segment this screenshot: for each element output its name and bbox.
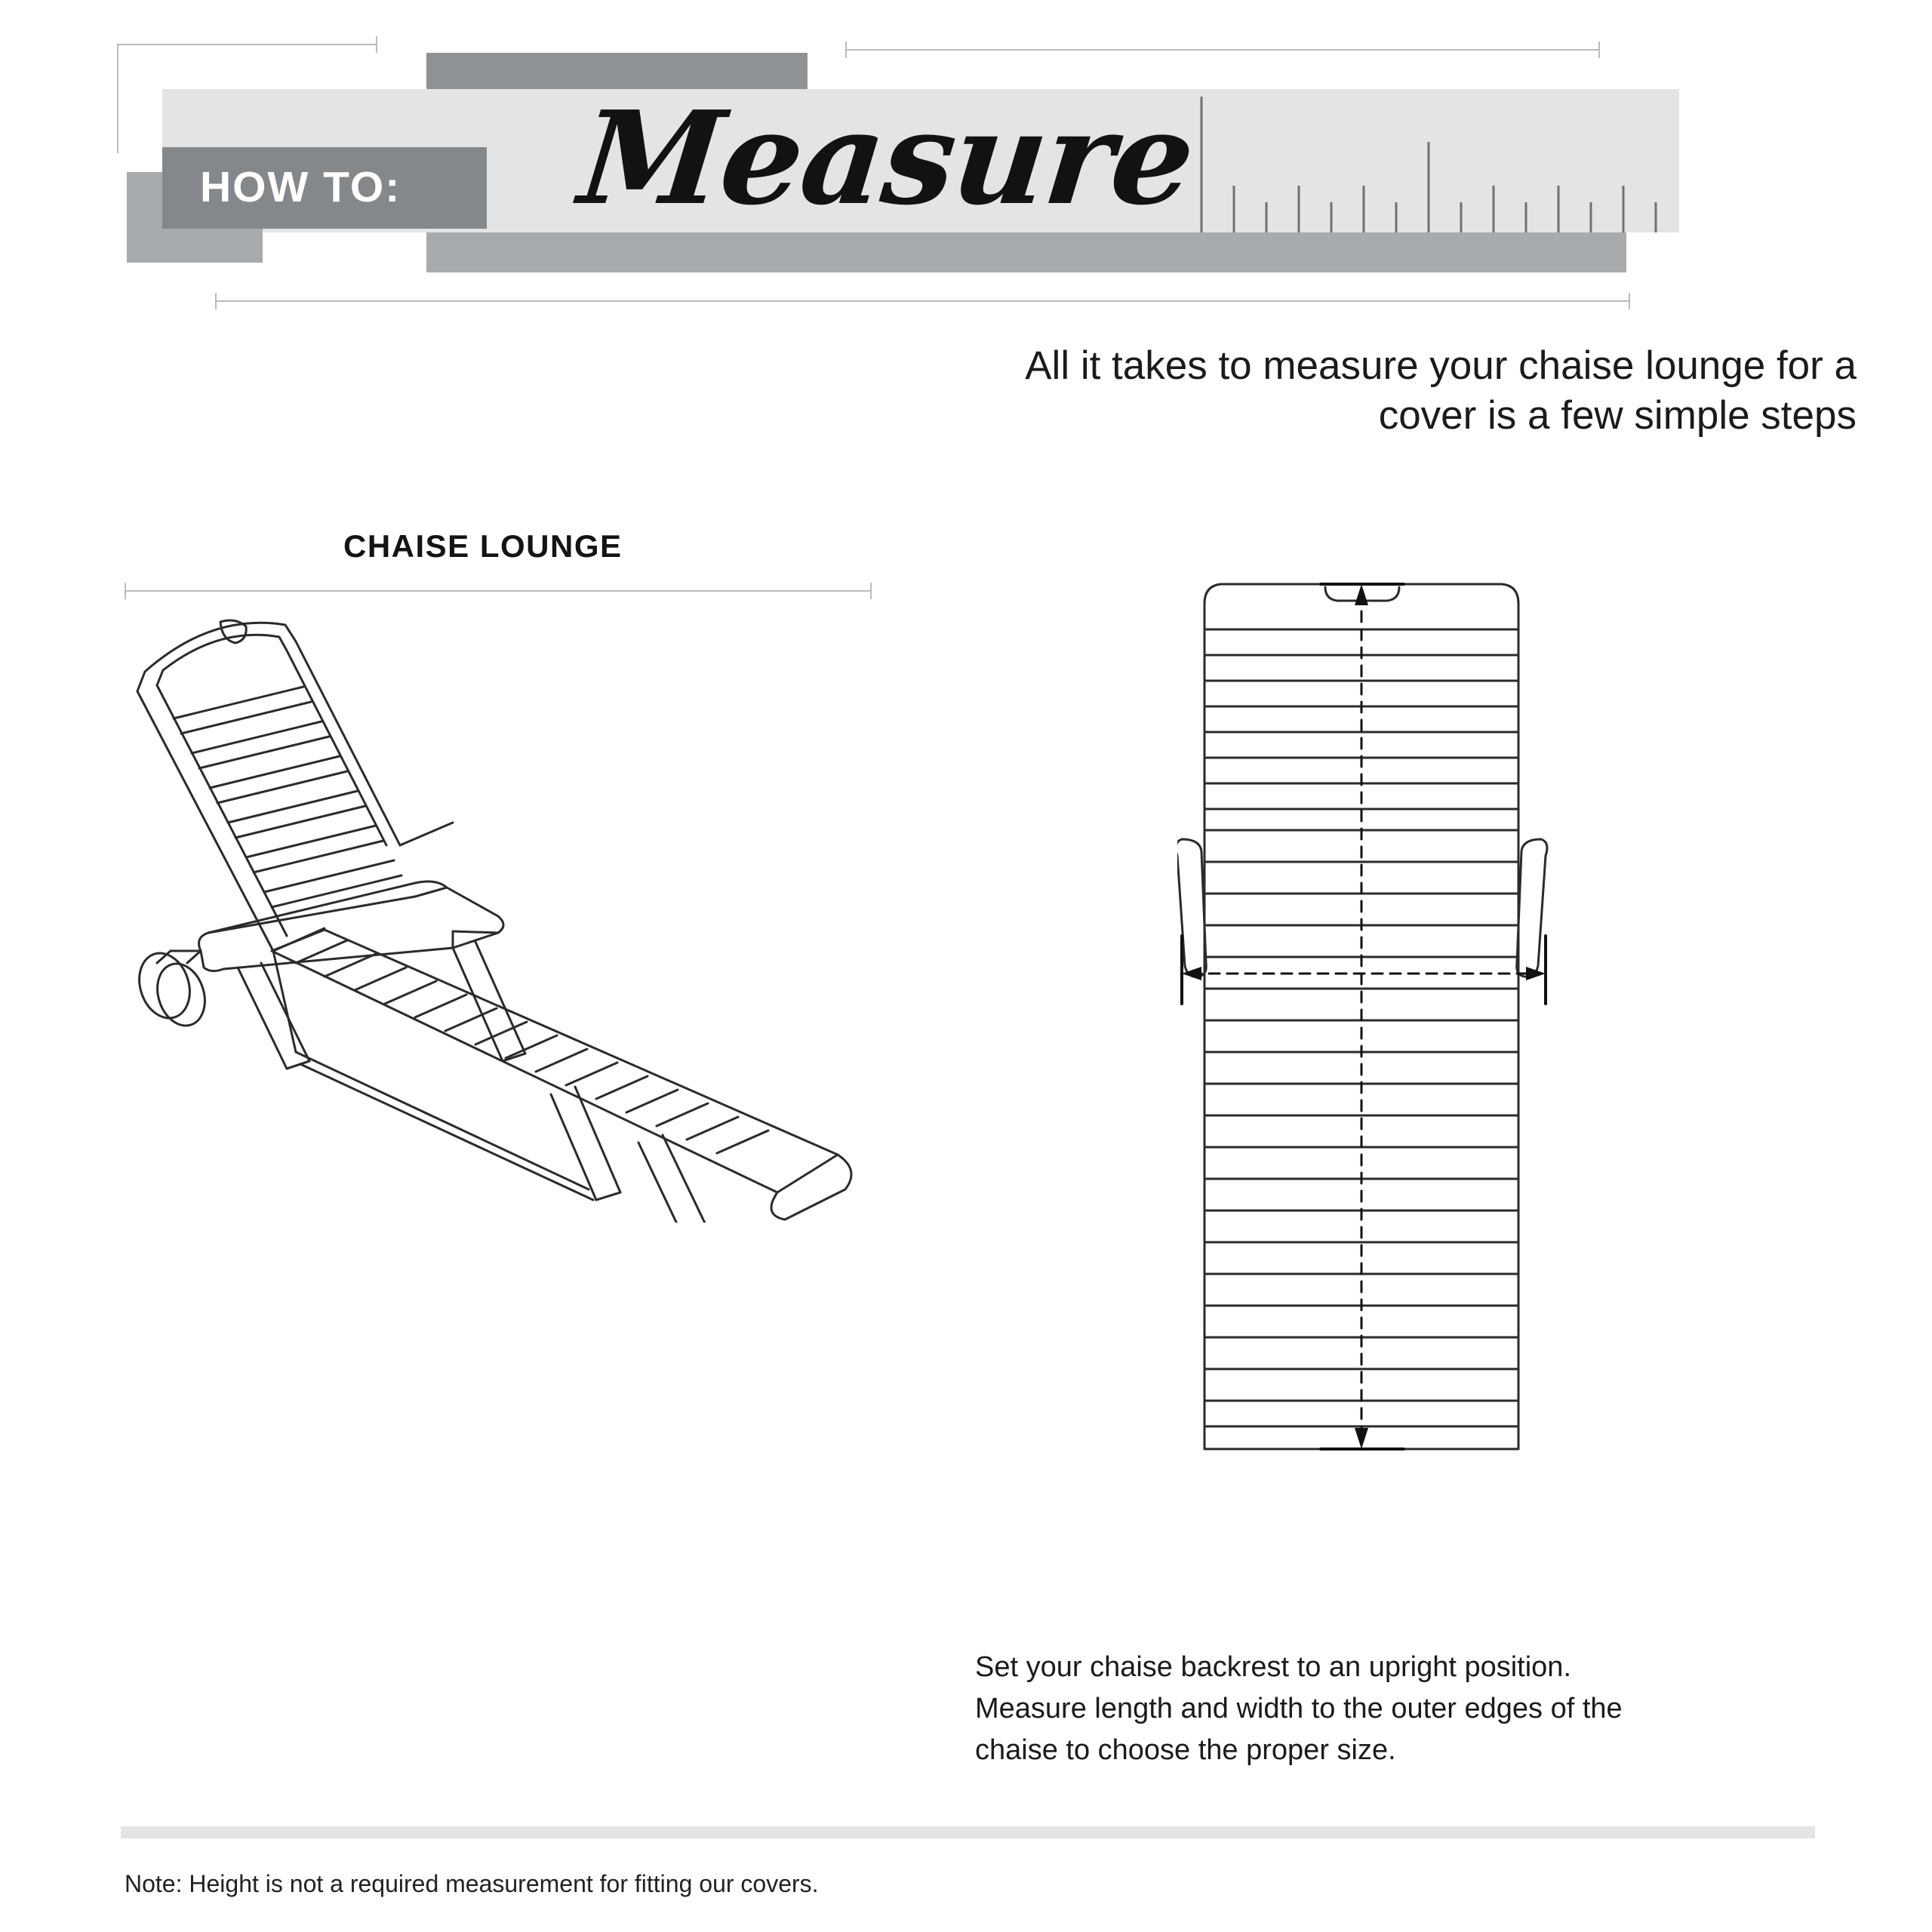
top-view-svg — [1177, 574, 1660, 1487]
footer-divider — [121, 1826, 1815, 1838]
header-kicker-label: HOW TO: — [200, 163, 401, 211]
header-dimension-line-bottom — [215, 300, 1630, 302]
header-dimension-line-top — [845, 49, 1600, 51]
header-banner — [0, 0, 1932, 332]
subtitle-block — [589, 341, 1857, 441]
subtitle-line-1: All it takes to measure your chaise lounge for a — [1025, 343, 1857, 388]
header-dimension-bottom-cap-start — [215, 293, 217, 309]
header-accent-bar-bottom — [426, 232, 1626, 272]
instruction-line-1: Set your chaise backrest to an upright position. — [975, 1651, 1572, 1683]
footer-note: Note: Height is not a required measurement for fitting our covers. — [125, 1870, 819, 1897]
header-dimension-left-cap-start — [117, 44, 118, 153]
instruction-line-3: chaise to choose the proper size. — [975, 1734, 1396, 1767]
chaise-lounge-perspective-illustration — [98, 596, 906, 1223]
ruler-svg — [1200, 97, 1679, 232]
page-title: Measure — [573, 83, 1201, 234]
header-dimension-top-cap-end — [1598, 42, 1600, 58]
instructions-block — [975, 1647, 1843, 1771]
chaise-lounge-top-view-illustration — [1177, 574, 1660, 1487]
perspective-svg — [98, 596, 906, 1223]
ruler-graphic — [1200, 97, 1679, 232]
subtitle-line-2: cover is a few simple steps — [1378, 393, 1857, 438]
header-dimension-left-cap-end — [376, 36, 377, 53]
header-dimension-line-left — [117, 44, 377, 45]
section-title: CHAISE LOUNGE — [343, 528, 623, 564]
instruction-line-2: Measure length and width to the outer edges of the — [975, 1693, 1623, 1725]
header-dimension-bottom-cap-end — [1629, 293, 1630, 309]
section-underline — [125, 590, 872, 592]
header-dimension-top-cap-start — [845, 42, 847, 58]
